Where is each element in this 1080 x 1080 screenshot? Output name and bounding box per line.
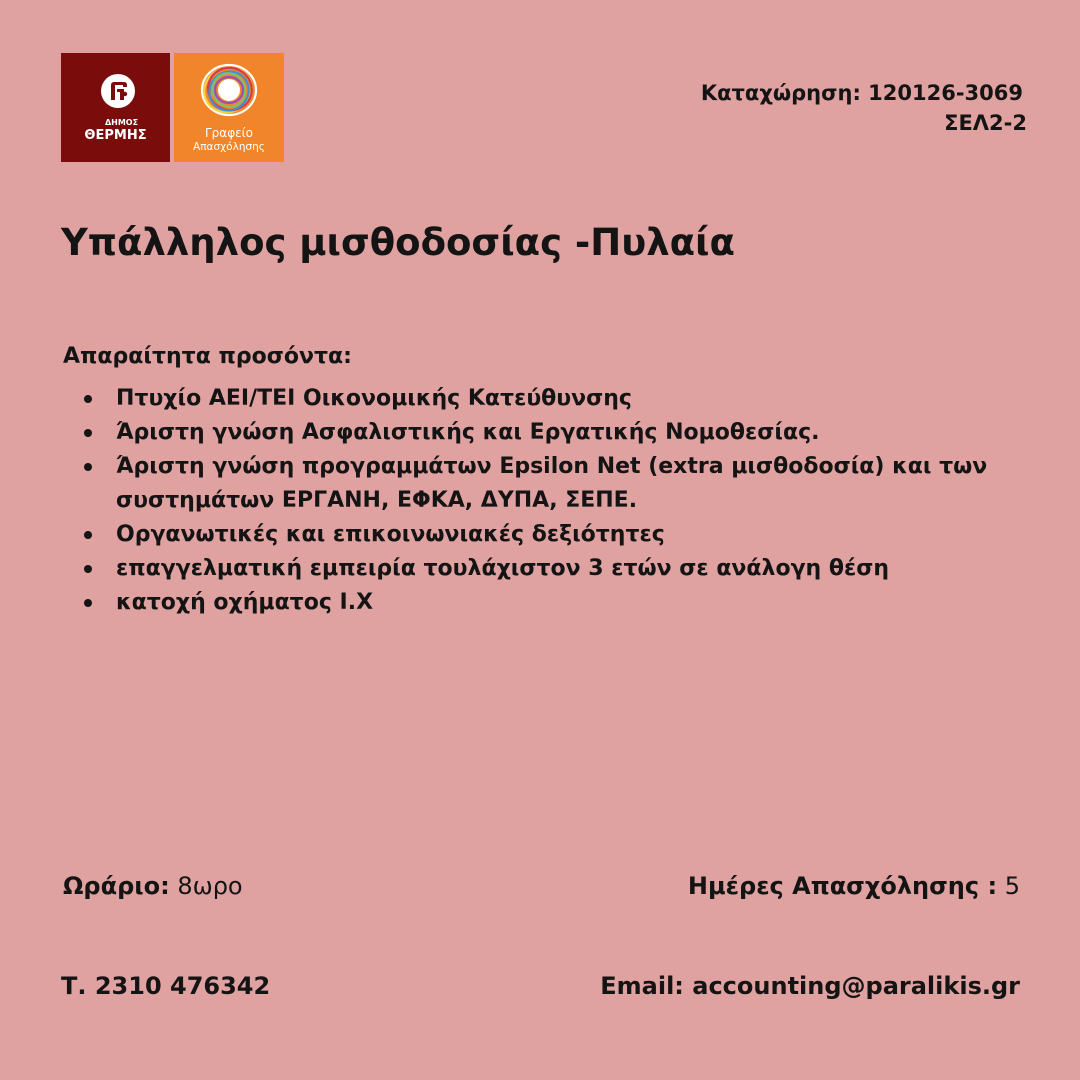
requirement-text: επαγγελματική εμπειρία τουλάχιστον 3 ετών σε ανάλογη θέση (116, 556, 890, 581)
municipality-logo-line2: ΘΕΡΜΗΣ (84, 128, 147, 143)
bullet-icon (84, 463, 92, 471)
municipality-logo (61, 53, 170, 162)
requirement-item (84, 416, 1034, 450)
municipality-emblem-icon (100, 73, 136, 109)
work-days (688, 869, 1020, 903)
requirement-text: κατοχή οχήματος Ι.Χ (116, 590, 374, 615)
work-days-value: 5 (1004, 872, 1020, 900)
bullet-icon (84, 531, 92, 539)
employment-office-line2: Απασχόλησης (193, 141, 265, 153)
registration-info (701, 78, 1027, 138)
work-days-label: Ημέρες Απασχόλησης : (687, 872, 998, 900)
requirement-text: Άριστη γνώση Ασφαλιστικής και Εργατικής Νομοθεσίας. (116, 420, 820, 445)
bullet-icon (84, 429, 92, 437)
bullet-icon (84, 599, 92, 607)
bullet-icon (84, 565, 92, 573)
requirement-item (84, 586, 1034, 620)
requirement-item (84, 518, 1034, 552)
requirement-text: Άριστη γνώση προγραμμάτων Epsilon Net (extra μισθοδοσία) και των συστημάτων ΕΡΓΑΝΗ, ΕΦΚΑ, ΔΥΠΑ, ΣΕΠΕ. (116, 454, 988, 513)
employment-office-line1: Γραφείο (204, 126, 254, 140)
requirement-text: Πτυχίο ΑΕΙ/ΤΕΙ Οικονομικής Κατεύθυνσης (116, 386, 632, 411)
contact-email: Email: accounting@paralikis.gr (600, 972, 1020, 1000)
contact-phone: Τ. 2310 476342 (61, 972, 271, 1000)
requirements-heading: Απαραίτητα προσόντα: (63, 344, 352, 369)
requirement-item (84, 552, 1034, 586)
job-title: Υπάλληλος μισθοδοσίας -Πυλαία (61, 221, 735, 264)
work-schedule-value: 8ωρο (177, 872, 243, 900)
work-schedule (63, 869, 243, 903)
requirements-list (84, 382, 1034, 620)
requirement-text: Οργανωτικές και επικοινωνιακές δεξιότητες (116, 522, 665, 547)
registration-number: Καταχώρηση: 120126-3069 (700, 81, 1023, 105)
requirement-item (84, 382, 1034, 416)
requirement-item (84, 450, 1034, 518)
employment-office-logo (174, 53, 284, 162)
municipality-logo-line1: ΔΗΜΟΣ (104, 118, 139, 127)
registration-code: ΣΕΛ2-2 (944, 111, 1027, 135)
colorful-rings-icon (195, 59, 263, 123)
bullet-icon (84, 395, 92, 403)
work-schedule-label: Ωράριο: (63, 872, 170, 900)
